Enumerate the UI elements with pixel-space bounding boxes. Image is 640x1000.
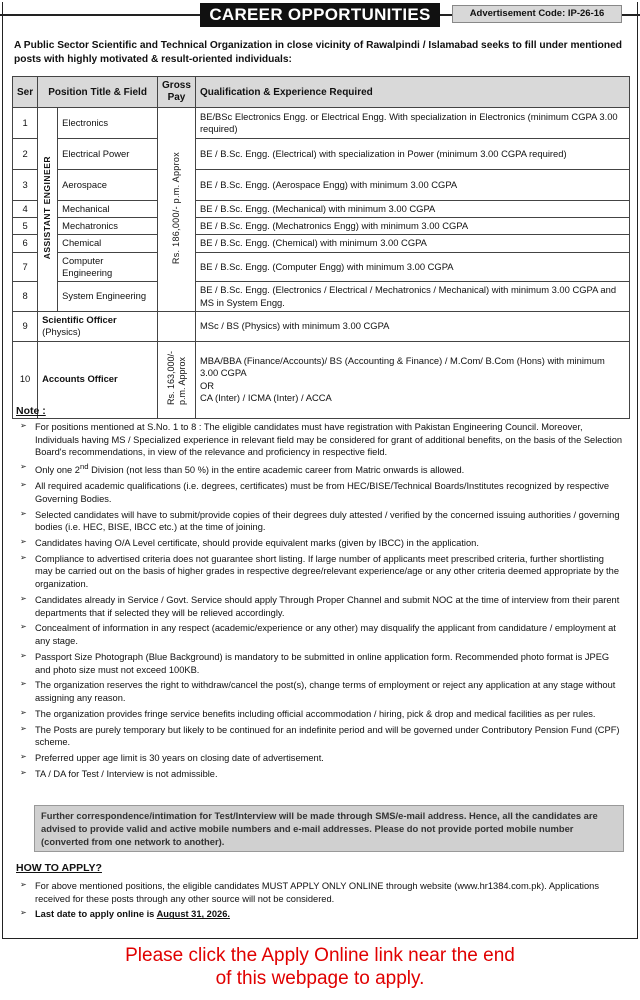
contact-notice-box: Further correspondence/intimation for Test/Interview will be made through SMS/e-mail address. Hence, all the candidates are advised to provide valid and active mobile numbers and e-mail addresses. Please do not provide ported mobile number (converted from one network to another). — [34, 805, 624, 852]
table-row — [13, 108, 630, 139]
note-item: ➢ The organization reserves the right to withdraw/cancel the post(s), change terms of employment or reject any application at any stage without assigning any reason. — [20, 679, 624, 704]
how-to-apply-heading: HOW TO APPLY? — [16, 862, 102, 874]
note-item: ➢ Candidates having O/A Level certificate, should provide equivalent marks (given by IBCC) in the application. — [20, 537, 624, 550]
row-field: Mechatronics — [58, 218, 158, 235]
row-ser: 8 — [13, 282, 38, 312]
row-title-rest: (Physics) — [42, 326, 81, 338]
qualification-line: MBA/BBA (Finance/Accounts)/ BS (Accounting & Finance) / M.Com/ B.Com (Hons) with minimum 3.00 CGPA — [199, 355, 605, 379]
pay-cell-accounts — [158, 341, 196, 418]
row-title-bold: Scientific Officer — [42, 314, 117, 326]
table-row — [13, 139, 630, 170]
row-field: Chemical — [58, 235, 158, 252]
row-title: Accounts Officer — [38, 341, 158, 418]
row-ser: 2 — [13, 139, 38, 170]
pay-accounts-line2: p.m. Approx — [176, 356, 187, 405]
note-item: ➢ Passport Size Photograph (Blue Background) is mandatory to be submitted in online application form. Recommended photo format is JPEG and photo size must not exceed 100KB. — [20, 651, 624, 676]
row-field: Computer Engineering — [58, 252, 158, 281]
row-ser: 1 — [13, 108, 38, 139]
header-gross-pay: Gross Pay — [158, 77, 196, 108]
note-item: ➢ Selected candidates will have to submit/provide copies of their degrees duly attested / verified by the concerned issuing authorities / governing bodies (i.e. HEC, BISE, IBCC etc.) at the time of joining. — [20, 509, 624, 534]
banner-line: of this webpage to apply. — [215, 968, 425, 990]
page-title: CAREER OPPORTUNITIES — [200, 3, 440, 27]
row-ser: 3 — [13, 170, 38, 201]
note-division-pre: Only one 2 — [35, 465, 80, 476]
pay-accounts — [166, 351, 188, 405]
intro-text: A Public Sector Scientific and Technical Organization in close vicinity of Rawalpindi / Islamabad seeks to fill under mentioned posts with highly motivated & result-oriented individuals: — [14, 40, 622, 66]
note-item: ➢ Preferred upper age limit is 30 years on closing date of advertisement. — [20, 752, 624, 765]
row-qualification: BE / B.Sc. Engg. (Computer Engg) with minimum 3.00 CGPA — [195, 252, 629, 281]
notes-list — [20, 421, 624, 783]
pay-cell-empty — [158, 312, 196, 341]
table-row — [13, 170, 630, 201]
row-field: Electrical Power — [58, 139, 158, 170]
row-qualification: BE / B.Sc. Engg. (Aerospace Engg) with minimum 3.00 CGPA — [195, 170, 629, 201]
table-row — [13, 252, 630, 281]
advertisement-code-badge: Advertisement Code: IP-26-16 — [452, 5, 622, 23]
row-qualification: BE / B.Sc. Engg. (Mechanical) with minimum 3.00 CGPA — [195, 201, 629, 218]
table-row — [13, 312, 630, 341]
row-qualification: MSc / BS (Physics) with minimum 3.00 CGPA — [195, 312, 629, 341]
note-item: ➢ TA / DA for Test / Interview is not admissible. — [20, 768, 624, 781]
row-ser: 7 — [13, 252, 38, 281]
row-qualification: BE / B.Sc. Engg. (Electronics / Electrical / Mechatronics / Mechanical) with minimum 3.00 CGPA and MS in System Engg. — [195, 282, 629, 312]
table-row — [13, 201, 630, 218]
banner-line: Please click the Apply Online link near the end — [125, 945, 515, 966]
note-item: ➢ All required academic qualifications (i.e. degrees, certificates) must be from HEC/BISE/Technical Boards/Institutes recognized by respective Governing Bodies. — [20, 480, 624, 505]
qualification-line: CA (Inter) / ICMA (Inter) / ACCA — [199, 391, 332, 403]
apply-instruction: ➢ For above mentioned positions, the eligible candidates MUST APPLY ONLY ONLINE through website (www.hr1384.com.pk). Applications received for these posts through any other source will not be considered. — [20, 880, 624, 905]
note-item: ➢ Concealment of information in any respect (academic/experience or any other) may disqualify the applicant from candidature / employment at any stage. — [20, 622, 624, 647]
row-ser: 4 — [13, 201, 38, 218]
pay-accounts-line1: Rs. 163,000/- — [165, 350, 176, 405]
note-division-post: Division (not less than 50 %) in the entire academic career from Matric onwards is allowed. — [88, 465, 465, 476]
positions-table — [12, 76, 630, 419]
row-qualification: BE / B.Sc. Engg. (Electrical) with specialization in Power (minimum 3.00 CGPA required) — [195, 139, 629, 170]
row-field: Mechanical — [58, 201, 158, 218]
apply-online-banner — [0, 944, 640, 990]
table-row — [13, 282, 630, 312]
apply-deadline — [20, 908, 624, 921]
deadline-date: August 31, 2026. — [156, 909, 230, 920]
group-cell — [38, 108, 58, 312]
pay-engineers: Rs. 186,000/- p.m. Approx — [170, 151, 181, 264]
row-qualification: BE/BSc Electronics Engg. or Electrical Engg. With specialization in Electronics (minimum CGPA 3.00 required) — [195, 108, 629, 139]
note-item: ➢ Candidates already in Service / Govt. Service should apply Through Proper Channel and submit NOC at the time of interview from their parent departments that if selected they will be relieved accordingly. — [20, 594, 624, 619]
pay-cell-engineers — [158, 108, 196, 312]
header-ser: Ser — [13, 77, 38, 108]
note-division-sup: nd — [79, 462, 89, 472]
row-ser: 6 — [13, 235, 38, 252]
row-qualification: BE / B.Sc. Engg. (Chemical) with minimum 3.00 CGPA — [195, 235, 629, 252]
row-ser: 9 — [13, 312, 38, 341]
qualification-line: OR — [199, 379, 214, 391]
note-item: ➢ Compliance to advertised criteria does not guarantee short listing. If large number of applicants meet prescribed criteria, further shortlisting may be carried out on the basis of higher grades in respective degree/relevant experience/age or any other criteria deemed appropriate by the organization. — [20, 553, 624, 591]
row-ser: 5 — [13, 218, 38, 235]
table-header-row — [13, 77, 630, 108]
how-to-apply-list — [20, 880, 624, 924]
note-item: ➢ The organization provides fringe service benefits including official accommodation / hiring, pick & drop and medical facilities as per rules. — [20, 708, 624, 721]
row-qualification: BE / B.Sc. Engg. (Mechatronics Engg) with minimum 3.00 CGPA — [195, 218, 629, 235]
table-row — [13, 235, 630, 252]
row-field: Electronics — [58, 108, 158, 139]
header-qualification: Qualification & Experience Required — [195, 77, 629, 108]
row-ser: 10 — [13, 341, 38, 418]
table-row — [13, 218, 630, 235]
deadline-label: Last date to apply online is — [35, 909, 157, 920]
row-title — [38, 312, 158, 341]
note-item — [20, 462, 624, 477]
row-qualification — [195, 341, 629, 418]
row-field: Aerospace — [58, 170, 158, 201]
note-heading: Note : — [16, 405, 46, 417]
row-field: System Engineering — [58, 282, 158, 312]
note-item: ➢ The Posts are purely temporary but likely to be continued for an indefinite period and will be governed under Contributory Pension Fund (CPF) scheme. — [20, 724, 624, 749]
group-label: ASSISTANT ENGINEER — [42, 156, 53, 260]
header-position: Position Title & Field — [38, 77, 158, 108]
note-item: ➢ For positions mentioned at S.No. 1 to 8 : The eligible candidates must have registration with Pakistan Engineering Council. Moreover, Individuals having MS / Specialized experience in relevant field may be considered for grant of additional benefits, on the basis of the Selection Board's recommendations, in view of the relevance and proficiency in respective field. — [20, 421, 624, 459]
table-row — [13, 341, 630, 418]
